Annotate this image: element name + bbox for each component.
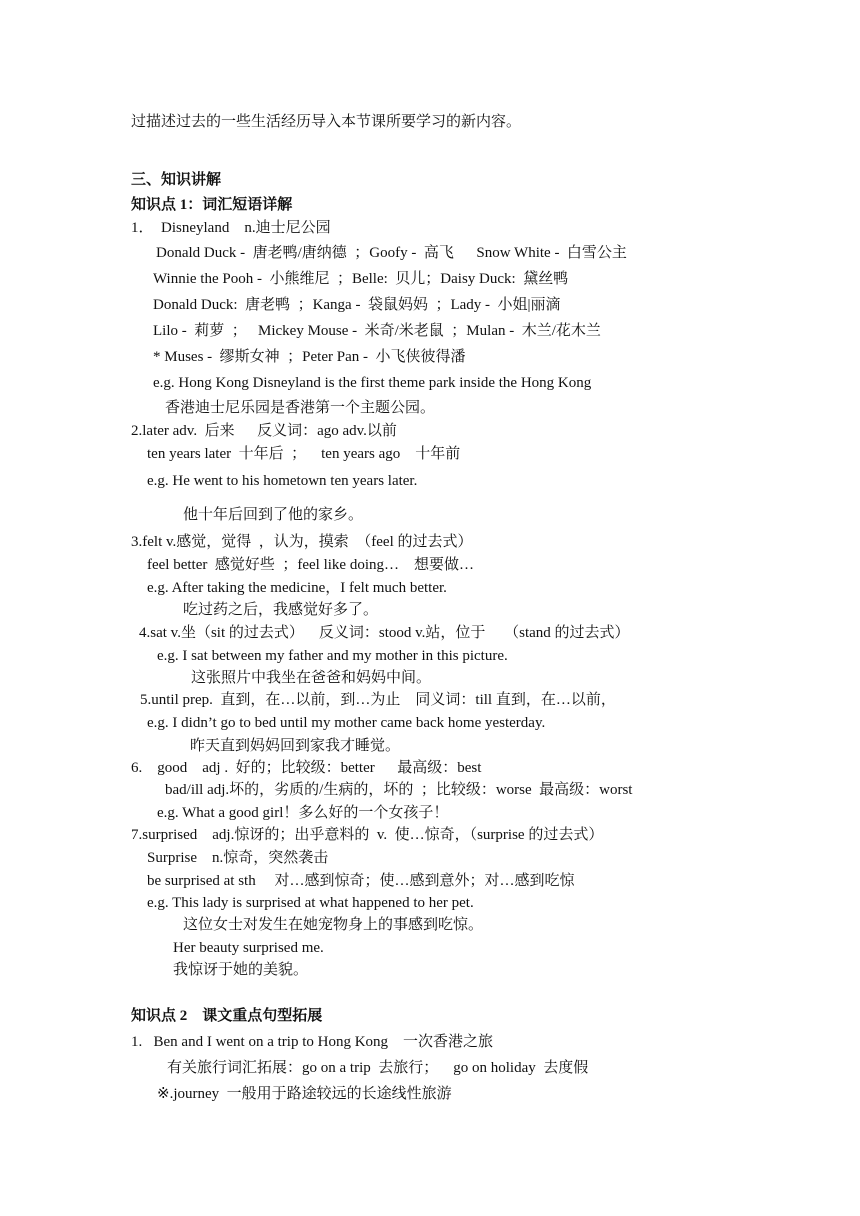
phrase-line: feel better 感觉好些 ；feel like doing… 想要做…	[147, 557, 475, 573]
sentence-item-1: 1. Ben and I went on a trip to Hong Kong 一次香港之旅	[131, 1034, 494, 1050]
disney-character-line: * Muses - 缪斯女神 ；Peter Pan - 小飞侠彼得潘	[153, 349, 466, 365]
vocab-item-6: 6. good adj . 好的；比较级：better 最高级：best	[131, 760, 482, 776]
disney-character-line: Lilo - 莉萝 ； Mickey Mouse - 米奇/米老鼠 ；Mulan - 木兰/花木兰	[153, 323, 601, 339]
vocab-item-7: 7.surprised adj.惊讶的；出乎意料的 v. 使…惊奇，（surprise 的过去式）	[131, 827, 604, 843]
disney-character-line: Winnie the Pooh - 小熊维尼 ；Belle: 贝儿；Daisy Duck: 黛丝鸭	[153, 271, 569, 287]
disney-character-line: Donald Duck: 唐老鸭 ；Kanga - 袋鼠妈妈 ；Lady - 小姐|丽滴	[153, 297, 561, 313]
section-heading: 三、知识讲解	[131, 172, 222, 188]
example-sentence: e.g. Hong Kong Disneyland is the first theme park inside the Hong Kong	[153, 375, 592, 391]
disney-character-line: Donald Duck - 唐老鸭/唐纳德 ；Goofy - 高飞 Snow White - 白雪公主	[156, 245, 627, 261]
vocab-item-5: 5.until prep. 直到，在…以前，到…为止 同义词：till 直到，在…以前，	[140, 692, 616, 708]
example-sentence: e.g. What a good girl！多么好的一个女孩子！	[157, 805, 449, 821]
phrase-line: Surprise n.惊奇，突然袭击	[147, 850, 329, 866]
example-sentence: e.g. He went to his hometown ten years later.	[147, 473, 418, 489]
vocab-item-2: 2.later adv. 后来 反义词：ago adv.以前	[131, 423, 397, 439]
example-translation: 昨天直到妈妈回到家我才睡觉。	[190, 738, 401, 754]
vocab-item-1: 1． Disneyland n.迪士尼公园	[131, 220, 331, 236]
phrase-line: bad/ill adj.坏的，劣质的/生病的，坏的 ；比较级：worse 最高级：worst	[165, 782, 633, 798]
example-sentence: e.g. After taking the medicine，I felt much better.	[147, 580, 447, 596]
example-translation: 他十年后回到了他的家乡。	[183, 507, 364, 523]
knowledge-point-2-heading: 知识点 2 课文重点句型拓展	[131, 1008, 323, 1024]
intro-text: 过描述过去的一些生活经历导入本节课所要学习的新内容。	[131, 114, 522, 130]
example-translation: 香港迪士尼乐园是香港第一个主题公园。	[165, 400, 436, 416]
vocab-item-4: 4.sat v.坐（sit 的过去式） 反义词：stood v.站，位于 （stand 的过去式）	[139, 625, 630, 641]
phrase-line: 有关旅行词汇拓展：go on a trip 去旅行； go on holiday 去度假	[167, 1060, 589, 1076]
phrase-line: be surprised at sth 对…感到惊奇；使…感到意外；对…感到吃惊	[147, 873, 575, 889]
example-translation: 这张照片中我坐在爸爸和妈妈中间。	[191, 670, 432, 686]
example-sentence: Her beauty surprised me.	[173, 940, 324, 956]
example-sentence: e.g. This lady is surprised at what happened to her pet.	[147, 895, 474, 911]
example-translation: 吃过药之后，我感觉好多了。	[183, 602, 379, 618]
example-sentence: e.g. I sat between my father and my mother in this picture.	[157, 648, 508, 664]
knowledge-point-1-heading: 知识点 1：词汇短语详解	[131, 197, 293, 213]
vocab-item-3: 3.felt v.感觉，觉得 ，认为，摸索 （feel 的过去式）	[131, 534, 473, 550]
example-sentence: e.g. I didn’t go to bed until my mother came back home yesterday.	[147, 715, 546, 731]
example-translation: 我惊讶于她的美貌。	[173, 962, 309, 978]
example-translation: 这位女士对发生在她宠物身上的事感到吃惊。	[183, 917, 484, 933]
phrase-line: ten years later 十年后 ； ten years ago 十年前	[147, 446, 461, 462]
phrase-line: ※.journey 一般用于路途较远的长途线性旅游	[157, 1086, 452, 1102]
